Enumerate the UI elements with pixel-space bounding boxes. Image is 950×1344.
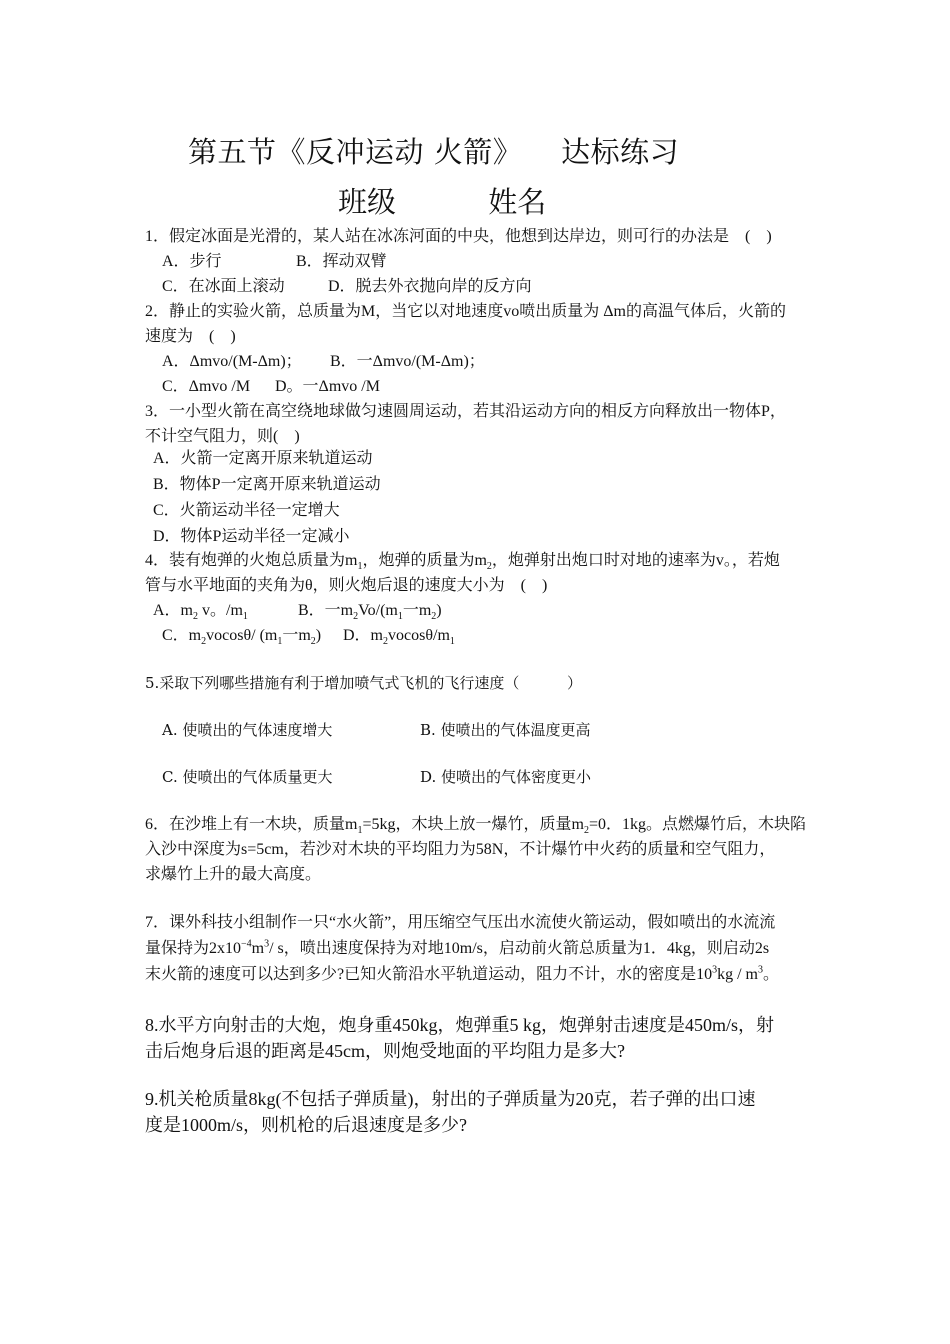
q6-text-part: =5kg，木块上放一爆竹，质量m (362, 816, 584, 833)
q9-line2: 度是1000m/s，则机枪的后退速度是多少? (145, 1115, 467, 1135)
subscript: 1 (357, 825, 363, 837)
q4-option-part: C．m (162, 627, 202, 644)
q6-line1 (145, 814, 806, 836)
class-label: 班级 (338, 185, 397, 219)
subscript: 2 (486, 561, 492, 573)
superscript: 3 (264, 938, 270, 950)
q3-stem-line1: 3．一小型火箭在高空绕地球做匀速圆周运动，若其沿运动方向的相反方向释放出一物体P， (145, 403, 786, 420)
q4-option-part: A．m (153, 602, 194, 619)
subscript: 2 (431, 611, 437, 623)
subscript: 2 (201, 636, 207, 648)
q2-option-a: A．Δmvo/(M-Δm)； (162, 353, 302, 370)
q5-option-c: C. 使喷出的气体质量更大 (162, 768, 333, 786)
subscript: 1 (357, 561, 363, 573)
q2-option-d: D。一Δmvo /M (275, 378, 380, 395)
q4-option-d (343, 625, 455, 647)
q7-text-part: / s，喷出速度保持为对地10m/s，启动前火箭总质量为1．4kg，则启动2s (269, 940, 770, 957)
q8-line1: 8.水平方向射击的大炮，炮身重450kg，炮弹重5 kg，炮弹射击速度是450m/s，射 (145, 1015, 775, 1035)
q9-line1: 9.机关枪质量8kg(不包括子弹质量)，射出的子弹质量为20克，若子弹的出口速 (145, 1089, 756, 1109)
q3-option-c: C．火箭运动半径一定增大 (153, 502, 340, 519)
q7-text-part: 末火箭的速度可以达到多少?已知火箭沿水平轨道运动，阻力不计，水的密度是10 (145, 966, 713, 983)
q3-option-a: A．火箭一定离开原来轨道运动 (153, 450, 373, 467)
q2-stem-line2: 速度为 ( ) (145, 328, 236, 345)
q7-text-part: 。 (763, 966, 780, 983)
subscript: 2 (583, 825, 589, 837)
q4-option-c (162, 625, 321, 647)
q4-stem-part: ，炮弹的质量为m (362, 552, 487, 569)
subscript: 2 (383, 636, 389, 648)
superscript: 3 (712, 964, 718, 976)
subscript: 1 (277, 636, 283, 648)
class-name-line (338, 180, 546, 221)
q1-option-d: D．脱去外衣抛向岸的反方向 (328, 278, 532, 295)
q1-option-c: C．在冰面上滚动 (162, 278, 285, 295)
q6-text-part: =0．1kg。点燃爆竹后，木块陷 (588, 816, 806, 833)
page-title: 第五节《反冲运动 火箭》 达标练习 (188, 135, 680, 169)
q4-option-part: v。/m (198, 602, 243, 619)
subscript: 2 (353, 611, 359, 623)
q3-stem-line2: 不计空气阻力，则( ) (145, 428, 300, 445)
q4-option-a (153, 600, 248, 622)
name-label: 姓名 (488, 185, 547, 219)
q4-stem-part: ，炮弹射出炮口时对地的速率为v。，若炮 (491, 552, 780, 569)
q4-option-part: ) (315, 627, 322, 644)
q1-option-a: A．步行 (162, 253, 222, 270)
q7-line1: 7．课外科技小组制作一只“水火箭”，用压缩空气压出水流使火箭运动，假如喷出的水流流 (145, 914, 776, 931)
q5-option-a: A. 使喷出的气体速度增大 (162, 721, 333, 739)
subscript: 2 (193, 611, 199, 623)
q7-line3 (145, 964, 779, 986)
q4-option-part: vocosθ/ (m (206, 627, 278, 644)
q7-text-part: kg / m (717, 966, 758, 983)
q4-option-part: 一m (282, 627, 311, 644)
q8-line2: 击后炮身后退的距离是45cm，则炮受地面的平均阻力是多大? (145, 1041, 625, 1061)
q3-option-b: B．物体P一定离开原来轨道运动 (153, 476, 381, 493)
q6-text-part: 6．在沙堆上有一木块，质量m (145, 816, 358, 833)
q4-option-part: B．一m (298, 602, 354, 619)
subscript: 1 (397, 611, 403, 623)
q5-option-d: D. 使喷出的气体密度更小 (420, 768, 592, 786)
q2-option-c: C．Δmvo /M (162, 378, 251, 395)
q7-line2 (145, 938, 769, 960)
q5-option-b: B. 使喷出的气体温度更高 (420, 721, 591, 739)
q4-option-part: ) (436, 602, 442, 619)
q1-option-b: B．挥动双臂 (296, 253, 387, 270)
q2-option-b: B．一Δmvo/(M-Δm)； (330, 353, 485, 370)
superscript: 3 (758, 964, 763, 976)
q2-stem-line1: 2．静止的实验火箭，总质量为M，当它以对地速度vo喷出质量为 Δm的高温气体后，火箭的 (145, 303, 786, 320)
q1-stem: 1．假定冰面是光滑的，某人站在冰冻河面的中央，他想到达岸边，则可行的办法是 ( ) (145, 228, 772, 245)
subscript: 1 (449, 636, 455, 648)
q4-option-part: vocosθ/m (388, 627, 450, 644)
q4-option-part: Vo/(m (358, 602, 398, 619)
q3-option-d: D．物体P运动半径一定减小 (153, 528, 350, 545)
superscript: −4 (241, 938, 252, 950)
q4-option-part: D．m (343, 627, 384, 644)
q4-stem-line2: 管与水平地面的夹角为θ，则火炮后退的速度大小为 ( ) (145, 577, 548, 594)
q5-stem: 5.采取下列哪些措施有利于增加喷气式飞机的飞行速度（ ） (145, 674, 582, 692)
q7-text-part: m (251, 940, 265, 957)
q4-stem-part: 4．装有炮弹的火炮总质量为m (145, 552, 358, 569)
q4-stem-line1 (145, 550, 780, 572)
subscript: 1 (242, 611, 248, 623)
q6-line3: 求爆竹上升的最大高度。 (145, 866, 322, 883)
subscript: 2 (310, 636, 316, 648)
q4-option-part: 一m (402, 602, 432, 619)
q4-option-b (298, 600, 442, 622)
q7-text-part: 量保持为2x10 (145, 940, 242, 957)
q6-line2: 入沙中深度为s=5cm，若沙对木块的平均阻力为58N，不计爆竹中火药的质量和空气阻力， (145, 841, 776, 858)
